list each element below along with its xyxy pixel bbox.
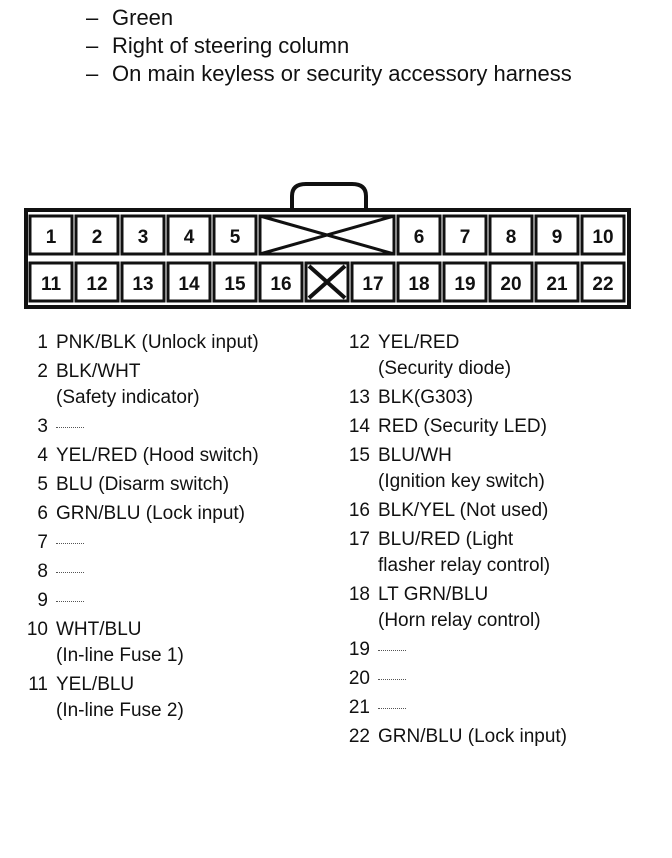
legend-pin-number: 18 — [348, 584, 370, 605]
blocked-cavity-bottom-cross — [309, 266, 345, 298]
pin-number-18: 18 — [408, 274, 430, 295]
legend-item-pin-19 — [340, 637, 660, 663]
legend-pin-number: 11 — [28, 674, 48, 695]
legend-pin-number: 16 — [348, 500, 370, 521]
legend-pin-number: 12 — [348, 332, 370, 353]
legend-wire-description: BLK/YEL (Not used) — [378, 500, 549, 521]
legend-item-pin-13 — [340, 385, 660, 411]
legend-pin-number: 21 — [348, 697, 370, 718]
legend-wire-description: LT GRN/BLU (Horn relay control) — [378, 584, 541, 631]
legend-item-pin-11 — [18, 672, 348, 724]
legend-item-pin-9 — [18, 588, 348, 614]
legend-pin-number: 5 — [37, 474, 48, 495]
legend-wire-description: BLK/WHT (Safety indicator) — [56, 361, 200, 408]
unused-pin-dash — [56, 601, 84, 602]
legend-pin-number: 9 — [37, 590, 48, 611]
legend-wire-description: GRN/BLU (Lock input) — [378, 726, 568, 747]
pin-number-20: 20 — [500, 274, 522, 295]
pin-number-13: 13 — [132, 274, 154, 295]
unused-pin-dash — [378, 650, 406, 651]
pin-cells — [30, 216, 624, 301]
legend-wire-description — [378, 637, 406, 663]
legend-wire-description — [56, 588, 84, 614]
pin-number-3: 3 — [137, 227, 149, 248]
unused-pin-dash — [378, 708, 406, 709]
pin-number-6: 6 — [413, 227, 425, 248]
legend-item-pin-16 — [340, 498, 660, 524]
legend-item-pin-14 — [340, 414, 660, 440]
legend-wire-description — [56, 530, 84, 556]
legend-item-pin-4 — [18, 443, 348, 469]
legend-pin-number: 20 — [348, 668, 370, 689]
legend-item-pin-5 — [18, 472, 348, 498]
legend-pin-number: 17 — [348, 529, 370, 550]
pin-number-7: 7 — [459, 227, 471, 248]
unused-pin-dash — [56, 572, 84, 573]
legend-wire-description — [378, 695, 406, 721]
legend-pin-number: 2 — [37, 361, 48, 382]
connector-location-line: – Right of steering column — [86, 33, 350, 58]
legend-pin-number: 3 — [37, 416, 48, 437]
legend-pin-number: 13 — [348, 387, 370, 408]
legend-wire-description: YEL/BLU (In-line Fuse 2) — [56, 674, 184, 721]
pin-number-8: 8 — [505, 227, 517, 248]
pin-number-21: 21 — [546, 274, 568, 295]
pin-number-5: 5 — [229, 227, 241, 248]
legend-wire-description: YEL/RED (Hood switch) — [56, 445, 259, 466]
legend-item-pin-21 — [340, 695, 660, 721]
legend-item-pin-7 — [18, 530, 348, 556]
legend-wire-description: WHT/BLU (In-line Fuse 1) — [56, 619, 184, 666]
legend-wire-description — [378, 666, 406, 692]
legend-item-pin-15 — [340, 443, 660, 495]
legend-item-pin-10 — [18, 617, 348, 669]
legend-wire-description: BLK(G303) — [378, 387, 474, 408]
legend-pin-number: 7 — [37, 532, 48, 553]
pin-number-9: 9 — [551, 227, 563, 248]
legend-pin-number: 14 — [348, 416, 370, 437]
unused-pin-dash — [378, 679, 406, 680]
legend-pin-number: 4 — [37, 445, 48, 466]
legend-pin-number: 1 — [37, 332, 48, 353]
connector-lock-tab — [292, 184, 366, 212]
pin-number-11: 11 — [40, 274, 62, 295]
pin-number-10: 10 — [592, 227, 614, 248]
legend-item-pin-17 — [340, 527, 660, 579]
pin-number-17: 17 — [362, 274, 384, 295]
connector-housing — [26, 210, 629, 307]
legend-wire-description — [56, 414, 84, 440]
connector-harness-line: – On main keyless or security accessory harness — [86, 61, 572, 86]
legend-wire-description: YEL/RED (Security diode) — [378, 332, 512, 379]
blocked-cavity-top-cross — [260, 216, 394, 254]
pin-number-22: 22 — [592, 274, 614, 295]
legend-item-pin-12 — [340, 330, 660, 382]
legend-item-pin-3 — [18, 414, 348, 440]
legend-wire-description: BLU/WH (Ignition key switch) — [378, 445, 545, 492]
legend-wire-description: RED (Security LED) — [378, 416, 547, 437]
legend-wire-description — [56, 559, 84, 585]
pin-number-1: 1 — [45, 227, 57, 248]
pin-legend-left — [18, 330, 348, 727]
pin-number-2: 2 — [91, 227, 103, 248]
legend-item-pin-8 — [18, 559, 348, 585]
pin-number-4: 4 — [183, 227, 195, 248]
unused-pin-dash — [56, 543, 84, 544]
legend-pin-number: 6 — [37, 503, 48, 524]
pin-number-16: 16 — [270, 274, 292, 295]
legend-item-pin-18 — [340, 582, 660, 634]
legend-pin-number: 8 — [37, 561, 48, 582]
legend-wire-description: GRN/BLU (Lock input) — [56, 503, 246, 524]
legend-item-pin-6 — [18, 501, 348, 527]
unused-pin-dash — [56, 427, 84, 428]
connector-face-diagram — [0, 0, 672, 330]
legend-pin-number: 15 — [348, 445, 370, 466]
legend-pin-number: 10 — [26, 619, 48, 640]
legend-wire-description: BLU (Disarm switch) — [56, 474, 230, 495]
pin-number-15: 15 — [224, 274, 246, 295]
pin-number-19: 19 — [454, 274, 476, 295]
pin-legend-right — [340, 330, 660, 753]
legend-item-pin-1 — [18, 330, 348, 356]
legend-item-pin-20 — [340, 666, 660, 692]
legend-item-pin-22 — [340, 724, 660, 750]
legend-pin-number: 19 — [348, 639, 370, 660]
legend-wire-description: BLU/RED (Light flasher relay control) — [378, 529, 551, 576]
pin-number-14: 14 — [178, 274, 200, 295]
legend-pin-number: 22 — [348, 726, 370, 747]
pin-number-12: 12 — [86, 274, 108, 295]
connector-color-line: – Green — [86, 5, 174, 30]
legend-wire-description: PNK/BLK (Unlock input) — [56, 332, 259, 353]
legend-item-pin-2 — [18, 359, 348, 411]
